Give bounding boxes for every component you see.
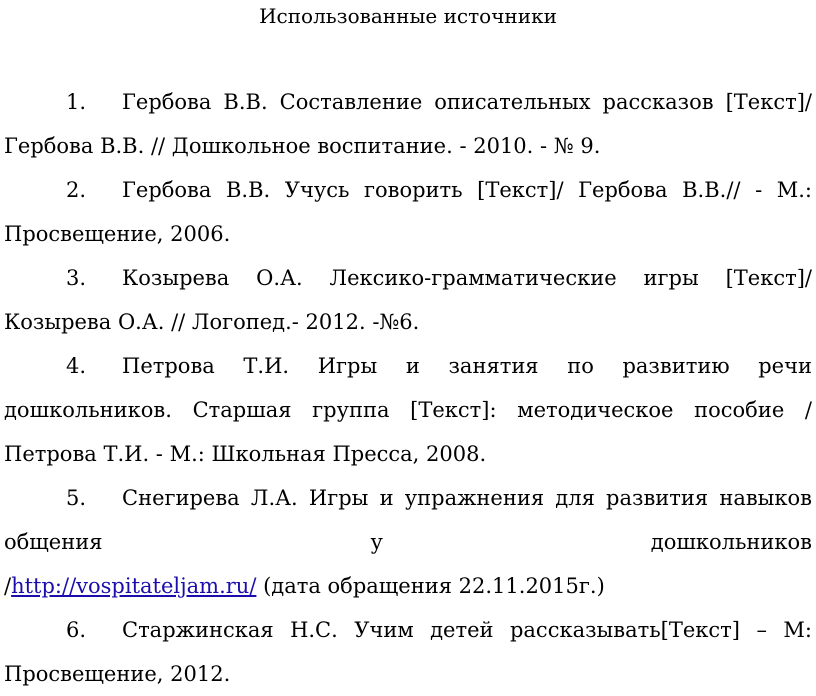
reference-text: Гербова В.В. Составление описательных рассказов [Текст]/ Гербова В.В. // Дошкольное воспитание. - 2010. - № 9. <box>4 90 812 158</box>
reference-text: Козырева О.А. Лексико-грамматические игры [Текст]/ Козырева О.А. // Логопед.- 2012. -№6. <box>4 266 812 334</box>
reference-number: 3. <box>66 266 87 290</box>
reference-item-6 <box>4 608 812 696</box>
reference-number: 5. <box>66 486 87 510</box>
reference-item-3 <box>4 256 812 344</box>
reference-number: 2. <box>66 178 87 202</box>
reference-list <box>4 80 812 696</box>
reference-link-suffix: (дата обращения 22.11.2015г.) <box>256 574 605 598</box>
reference-item-2 <box>4 168 812 256</box>
reference-text: Гербова В.В. Учусь говорить [Текст]/ Гербова В.В.// - М.: Просвещение, 2006. <box>4 178 812 246</box>
reference-text: Петрова Т.И. Игры и занятия по развитию речи дошкольников. Старшая группа [Текст]: методическое пособие / Петрова Т.И. - М.: Школьная Пресса, 2008. <box>4 354 812 466</box>
page-title: Использованные источники <box>259 4 557 28</box>
reference-item-1 <box>4 80 812 168</box>
reference-item-4 <box>4 344 812 476</box>
reference-number: 6. <box>66 618 87 642</box>
reference-text: Старжинская Н.С. Учим детей рассказывать[Текст] – М: Просвещение, 2012. <box>4 618 812 686</box>
reference-text: Снегирева Л.А. Игры и упражнения для развития навыков общения у дошкольников <box>4 486 812 554</box>
reference-number: 4. <box>66 354 87 378</box>
reference-link-prefix: / <box>4 574 12 598</box>
reference-item-5 <box>4 476 812 564</box>
reference-item-5-continued <box>4 564 812 608</box>
reference-link[interactable]: http://vospitateljam.ru/ <box>11 574 257 598</box>
reference-number: 1. <box>66 90 87 114</box>
